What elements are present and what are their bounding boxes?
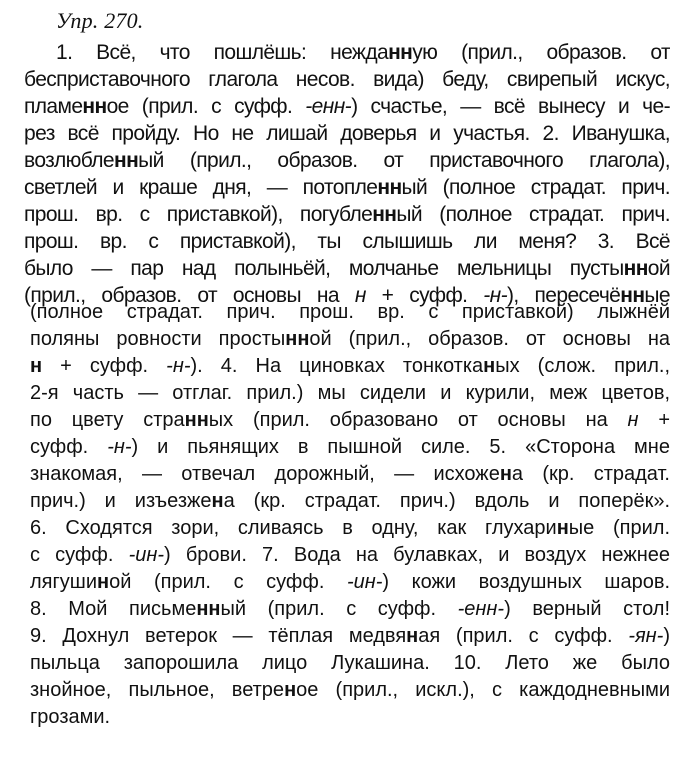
highlighted-letters: н	[211, 490, 224, 512]
text-segment: + суфф.	[365, 284, 484, 307]
text-line	[30, 353, 670, 380]
highlighted-letters: нн	[196, 598, 221, 620]
text-segment: а (кр. страдат. прич.) вдоль и поперёк».	[223, 490, 670, 512]
text-segment: по цвету стра	[30, 409, 185, 431]
text-segment: светлей и краше дня, — потопле	[24, 176, 378, 199]
text-segment: ый (прил. с суфф.	[220, 598, 458, 620]
text-segment: прош. вр. с приставкой), ты слышишь ли меня? 3. Всё	[24, 230, 670, 253]
italic-suffix: -н-	[166, 355, 191, 377]
text-segment: + суфф.	[42, 355, 167, 377]
text-line	[30, 299, 670, 326]
text-line	[30, 488, 670, 515]
text-segment: ой	[647, 257, 670, 280]
text-segment: ую (прил., образов. от	[412, 41, 670, 64]
italic-suffix: -н-	[483, 284, 508, 307]
text-line	[30, 650, 670, 677]
text-segment: ые (прил.	[568, 517, 670, 539]
text-segment: ой (прил. с суфф.	[109, 571, 347, 593]
italic-suffix: -енн-	[305, 95, 352, 118]
highlighted-letters: нн	[623, 257, 648, 280]
text-segment: прич.) и изъезже	[30, 490, 212, 512]
text-segment: ых (прил. образовано от основы на	[208, 409, 628, 431]
italic-suffix: -ин-	[346, 571, 383, 593]
text-segment: поляны ровности просты	[30, 328, 286, 350]
highlighted-letters: н	[483, 355, 496, 377]
text-segment: бесприставочного глагола несов. вида) беду, свирепый искус,	[24, 68, 670, 91]
text-line	[30, 596, 670, 623]
text-segment: ), пересечё	[507, 284, 621, 307]
text-line	[30, 677, 670, 704]
highlighted-letters: н	[284, 679, 297, 701]
text-segment: пламе	[24, 95, 83, 118]
highlighted-letters: нн	[113, 149, 139, 172]
text-segment: ая (прил. с суфф.	[418, 625, 629, 647]
text-segment: +	[638, 409, 670, 431]
highlighted-letters: нн	[377, 176, 402, 199]
text-line	[24, 147, 670, 174]
highlighted-letters: нн	[184, 409, 209, 431]
text-segment: ). 4. На циновках тонкотка	[190, 355, 484, 377]
italic-suffix: -ян-	[628, 625, 664, 647]
italic-suffix: -енн-	[457, 598, 505, 620]
text-segment: ый (полное страдат. прич.	[396, 203, 670, 226]
text-line	[24, 93, 670, 120]
text-segment: ) и пьянящих в пышной силе. 5. «Сторона мне	[131, 436, 670, 458]
text-segment: ) верный стол!	[504, 598, 670, 620]
text-line	[30, 461, 670, 488]
text-line	[30, 704, 670, 731]
text-segment: 2-я часть — отглаг. прил.) мы сидели и курили, меж цветов,	[30, 382, 670, 404]
text-line	[24, 228, 670, 255]
italic-suffix: -ин-	[128, 544, 165, 566]
highlighted-letters: н	[97, 571, 110, 593]
text-segment: 1. Всё, что пошлёшь: нежда	[56, 41, 389, 64]
text-segment: знойное, пыльное, ветре	[30, 679, 285, 701]
text-segment: ое (прил., искл.), с каждодневными	[296, 679, 670, 701]
text-line	[24, 255, 670, 282]
text-line	[24, 174, 670, 201]
highlighted-letters: нн	[285, 328, 310, 350]
text-segment: пыльца запорошила лицо Лукашина. 10. Лето же было	[30, 652, 670, 674]
text-line	[30, 542, 670, 569]
text-segment: суфф.	[30, 436, 108, 458]
text-segment: грозами.	[30, 706, 111, 728]
highlighted-letters: нн	[620, 284, 645, 307]
highlighted-letters: нн	[372, 203, 397, 226]
text-segment: ое (прил. с суфф.	[106, 95, 306, 118]
text-line	[30, 569, 670, 596]
text-line	[30, 515, 670, 542]
text-segment: ой (прил., образов. от основы на	[309, 328, 670, 350]
text-segment: лягуши	[30, 571, 98, 593]
text-line	[30, 623, 670, 650]
text-line	[24, 201, 670, 228]
highlighted-letters: н	[556, 517, 569, 539]
exercise-text-block-1	[24, 39, 670, 309]
text-segment: знакомая, — отвечал дорожный, — исхоже	[30, 463, 500, 485]
text-segment: прош. вр. с приставкой), погубле	[24, 203, 373, 226]
text-segment: ) брови. 7. Вода на булавках, и воздух нежнее	[164, 544, 670, 566]
text-segment: 8. Мой письме	[30, 598, 197, 620]
text-line	[30, 407, 670, 434]
text-segment: возлюбле	[24, 149, 114, 172]
text-segment: с суфф.	[30, 544, 129, 566]
highlighted-letters: нн	[388, 41, 413, 64]
text-line	[24, 39, 670, 66]
text-segment: 6. Сходятся зори, сливаясь в одну, как глухари	[30, 517, 557, 539]
highlighted-letters: н	[499, 463, 512, 485]
italic-suffix: н	[354, 284, 366, 307]
text-segment: было — пар над полыньёй, молчанье мельницы пусты	[24, 257, 624, 280]
highlighted-letters: нн	[82, 95, 107, 118]
text-segment: ) счастье, — всё вынесу и че-	[351, 95, 670, 118]
text-segment: 9. Дохнул ветерок — тёплая медвя	[30, 625, 407, 647]
text-line	[24, 120, 670, 147]
italic-suffix: -н-	[107, 436, 132, 458]
text-segment: ый (прил., образов. от приставочного глагола),	[138, 149, 670, 172]
text-segment: )	[663, 625, 670, 647]
text-line	[30, 434, 670, 461]
text-segment: а (кр. страдат.	[511, 463, 670, 485]
text-segment: ые	[644, 284, 670, 307]
highlighted-letters: н	[406, 625, 419, 647]
text-segment: рез всё пройду. Но не лишай доверья и участья. 2. Иванушка,	[24, 122, 670, 145]
text-segment: (прил., образов. от основы на	[24, 284, 355, 307]
italic-suffix: н	[627, 409, 639, 431]
text-segment: ых (слож. прил.,	[495, 355, 670, 377]
highlighted-letters: н	[30, 355, 43, 377]
text-segment: ) кожи воздушных шаров.	[382, 571, 670, 593]
exercise-text-block-2	[30, 299, 670, 731]
text-line	[24, 66, 670, 93]
exercise-title: Упр. 270.	[56, 8, 144, 33]
text-segment: (полное страдат. прич. прош. вр. с приставкой) лыжнёй	[30, 301, 670, 323]
text-segment: ый (полное страдат. прич.	[401, 176, 670, 199]
text-line	[30, 326, 670, 353]
text-line	[30, 380, 670, 407]
